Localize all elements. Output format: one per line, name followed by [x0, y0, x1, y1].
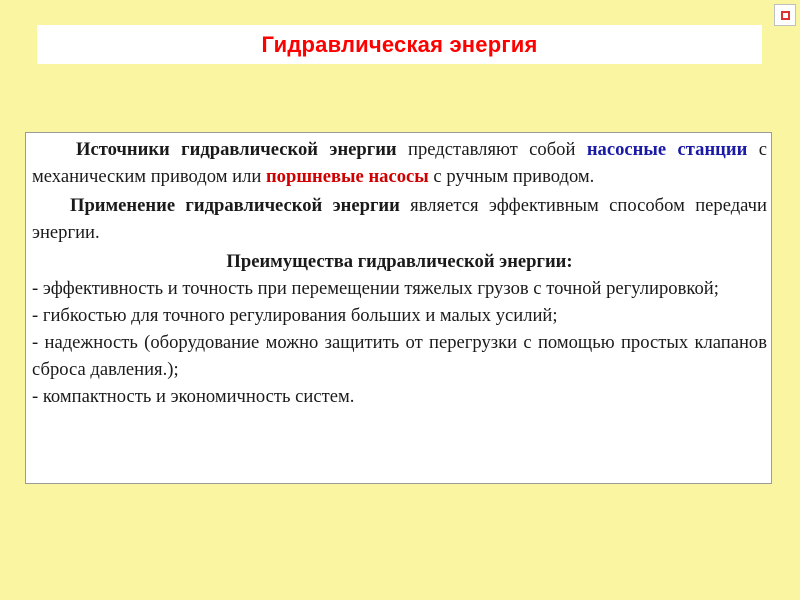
advantage-item-3: - надежность (оборудование можно защитить от перегрузки с помощью простых клапанов сброса давления.); [32, 332, 767, 380]
application-term: Применение гидравлической энергии [70, 195, 400, 216]
paragraph-application [32, 192, 767, 246]
square-icon [781, 11, 790, 20]
sources-text-2: с механическим приводом или [32, 139, 767, 187]
title-bar [37, 25, 762, 64]
slide-corner-marker [774, 4, 796, 26]
application-text: является эффективным способом передачи энергии. [32, 195, 767, 243]
page-title: Гидравлическая энергия [261, 31, 538, 57]
advantages-heading: Преимущества гидравлической энергии: [226, 251, 573, 272]
advantage-item-1: - эффективность и точность при перемещении тяжелых грузов с точной регулировкой; [32, 278, 719, 299]
paragraph-sources [32, 136, 767, 190]
advantage-item-4: - компактность и экономичность систем. [32, 386, 355, 407]
content-box [25, 132, 772, 484]
piston-pumps-term: поршневые насосы [265, 166, 429, 187]
sources-text-3: с ручным приводом. [428, 166, 595, 187]
sources-text-1: представляют собой [396, 139, 587, 160]
sources-term: Источники гидравлической энергии [76, 139, 397, 160]
advantage-item-2: - гибкостью для точного регулирования больших и малых усилий; [32, 305, 558, 326]
pump-stations-term: насосные станции [586, 139, 748, 160]
